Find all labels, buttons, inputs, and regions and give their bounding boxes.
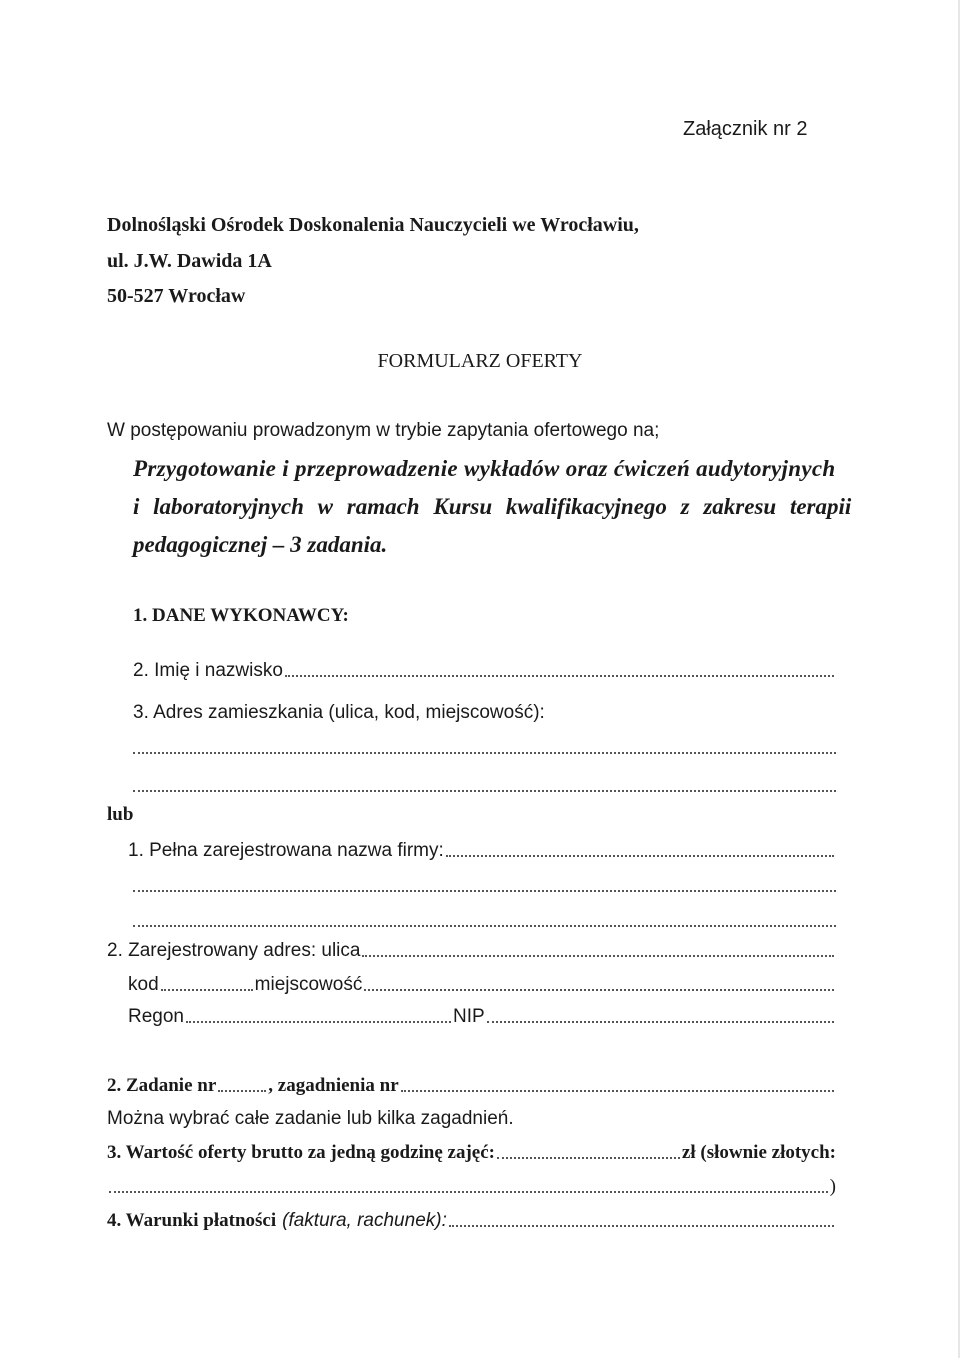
- attachment-label: Załącznik nr 2: [683, 118, 808, 140]
- intro-text: W postępowaniu prowadzonym w trybie zapytania ofertowego na;: [107, 420, 660, 441]
- company-name-fill-line[interactable]: [446, 855, 834, 857]
- company-street-label: 2. Zarejestrowany adres: ulica: [107, 940, 361, 961]
- issues-number-fill-line[interactable]: [401, 1090, 834, 1092]
- company-name-row[interactable]: [128, 840, 836, 862]
- payment-label: 4. Warunki płatności: [107, 1210, 277, 1231]
- company-name-line-2[interactable]: [133, 890, 836, 892]
- payment-hint: (faktura, rachunek):: [282, 1210, 447, 1231]
- name-label: 2. Imię i nazwisko: [133, 660, 283, 681]
- residence-address-line-2[interactable]: [133, 790, 836, 792]
- recipient-line-1: Dolnośląski Ośrodek Doskonalenia Nauczycieli we Wrocławiu,: [107, 214, 639, 236]
- task-row[interactable]: [107, 1075, 836, 1097]
- company-city-label: miejscowość: [254, 974, 363, 995]
- company-code-fill-line[interactable]: [161, 989, 253, 991]
- company-city-fill-line[interactable]: [364, 989, 834, 991]
- regon-label: Regon: [128, 1006, 184, 1027]
- name-fill-line[interactable]: [285, 675, 834, 677]
- payment-row[interactable]: [107, 1210, 836, 1232]
- nip-label: NIP: [453, 1006, 485, 1027]
- task-number-label: 2. Zadanie nr: [107, 1075, 217, 1096]
- issues-number-label: , zagadnienia nr: [268, 1075, 399, 1096]
- price-row[interactable]: [107, 1142, 836, 1164]
- contractor-heading: 1. DANE WYKONAWCY:: [133, 605, 349, 626]
- name-field-row[interactable]: [133, 660, 836, 682]
- price-label: 3. Wartość oferty brutto za jedną godzinę zajęć:: [107, 1142, 495, 1163]
- task-number-fill-line[interactable]: [218, 1090, 266, 1092]
- company-regon-nip-row[interactable]: [128, 1006, 836, 1028]
- currency-label: zł (słownie złotych:: [681, 1142, 836, 1163]
- price-words-fill-line[interactable]: [109, 1191, 828, 1193]
- company-address-row[interactable]: [107, 940, 836, 962]
- task-note: Można wybrać całe zadanie lub kilka zagadnień.: [107, 1108, 514, 1129]
- regon-fill-line[interactable]: [186, 1021, 451, 1023]
- company-code-city-row[interactable]: [128, 974, 836, 996]
- residence-address-label: 3. Adres zamieszkania (ulica, kod, miejscowość):: [133, 702, 545, 723]
- company-code-label: kod: [128, 974, 159, 995]
- price-words-row[interactable]: [107, 1176, 836, 1198]
- recipient-line-3: 50-527 Wrocław: [107, 285, 246, 307]
- subject-line-1: Przygotowanie i przeprowadzenie wykładów oraz ćwiczeń audytoryjnych: [133, 456, 836, 481]
- company-name-line-3[interactable]: [133, 925, 836, 927]
- company-street-fill-line[interactable]: [362, 955, 834, 957]
- recipient-line-2: ul. J.W. Dawida 1A: [107, 250, 272, 272]
- or-label: lub: [107, 804, 134, 825]
- price-fill-line[interactable]: [497, 1157, 680, 1159]
- form-title: FORMULARZ OFERTY: [377, 350, 583, 372]
- residence-address-line-1[interactable]: [133, 752, 836, 754]
- nip-fill-line[interactable]: [487, 1021, 834, 1023]
- payment-fill-line[interactable]: [449, 1225, 834, 1227]
- company-name-label: 1. Pełna zarejestrowana nazwa firmy:: [128, 840, 444, 861]
- price-words-close: ): [829, 1176, 836, 1197]
- subject-line-2: i laboratoryjnych w ramach Kursu kwalifikacyjnego z zakresu terapii: [133, 494, 852, 519]
- subject-line-3: pedagogicznej – 3 zadania.: [133, 532, 388, 557]
